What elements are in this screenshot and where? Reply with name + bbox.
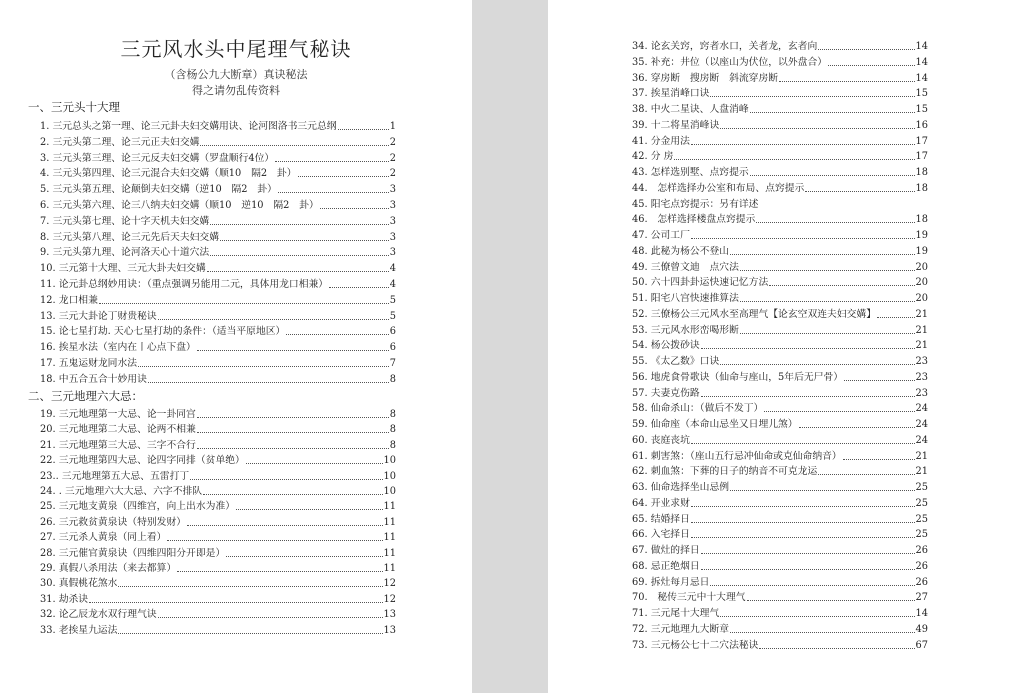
toc-entry-title: 8. 三元头第八理、论三元先后天夫妇交媾 <box>40 231 220 243</box>
toc-entry[interactable] <box>632 541 928 556</box>
toc-entry-title: 27. 三元杀人黄泉（同上看） <box>40 532 167 544</box>
toc-leader-dots <box>740 301 915 302</box>
toc-entry[interactable] <box>632 510 928 525</box>
toc-entry-title: 36. 穿房断 搜房断 斜流穿房断 <box>632 72 779 84</box>
toc-entry-title: 32. 论乙辰龙水双行理气诀 <box>40 609 157 621</box>
toc-entry[interactable] <box>40 621 396 636</box>
toc-entry[interactable] <box>40 338 396 353</box>
toc-leader-dots <box>236 509 382 510</box>
toc-leader-dots <box>278 192 389 193</box>
toc-leader-dots <box>203 494 382 495</box>
toc-entry-page: 14 <box>915 41 928 52</box>
toc-entry-page: 13 <box>383 624 396 636</box>
toc-entry-title: 50. 六十四卦卦运快速记忆方法 <box>632 277 769 289</box>
toc-entry[interactable] <box>632 305 928 320</box>
toc-leader-dots <box>200 145 388 146</box>
toc-leader-dots <box>750 175 915 176</box>
toc-entry[interactable] <box>632 636 928 651</box>
toc-leader-dots <box>338 129 389 130</box>
toc-leader-dots <box>818 474 914 475</box>
toc-entry[interactable] <box>40 322 396 337</box>
toc-entry-title: 20. 三元地理第二大忌、论两不相兼 <box>40 424 196 436</box>
toc-entry-page: 17 <box>915 135 928 147</box>
toc-leader-dots <box>89 602 382 603</box>
toc-entry-page: 67 <box>915 639 928 651</box>
toc-entry-page: 10 <box>383 455 396 467</box>
toc-entry-title: 6. 三元头第六理、论三八纳夫妇交媾（顺10 逆10 隔2 卦） <box>40 200 319 211</box>
toc-entry-title: 1. 三元总头之第一理、论三元卦夫妇交媾用诀、论河图洛书三元总纲 <box>40 121 337 132</box>
toc-entry[interactable] <box>632 242 928 257</box>
toc-entry-title: 16. 挨星水法（室内在丨心点下盘） <box>40 342 196 354</box>
toc-entry[interactable] <box>40 354 396 369</box>
toc-entry[interactable] <box>632 321 928 336</box>
toc-entry-title: 23.. 三元地理第五大忌、五雷打丁 <box>40 470 190 482</box>
toc-leader-dots <box>138 366 389 367</box>
toc-entry[interactable] <box>40 420 396 435</box>
toc-leader-dots <box>246 463 383 464</box>
toc-entry[interactable] <box>40 307 396 322</box>
toc-entry-page: 18 <box>915 214 928 226</box>
toc-entry-title: 45. 阳宅点窍提示：另有详述 <box>632 198 759 210</box>
toc-entry[interactable] <box>40 164 396 179</box>
toc-entry-page: 12 <box>383 593 396 605</box>
toc-entry-title: 19. 三元地理第一大忌、论一卦同宫 <box>40 409 196 420</box>
toc-entry-page: 26 <box>915 560 928 572</box>
toc-entry-page: 8 <box>389 424 396 436</box>
toc-entry-title: 2. 三元头第二理、论三元正夫妇交媾 <box>40 136 200 148</box>
toc-leader-dots <box>148 382 389 383</box>
toc-entry[interactable] <box>632 210 928 225</box>
toc-entry-title: 68. 忌正绝烟日 <box>632 560 700 572</box>
toc-leader-dots <box>197 417 389 418</box>
toc-entry[interactable] <box>632 620 928 635</box>
toc-leader-dots <box>197 448 389 449</box>
toc-entry-title: 72. 三元地理九大断章 <box>632 623 730 635</box>
toc-entry-title: 38. 中火二星诀、人盘消峰 <box>632 104 749 115</box>
toc-entry[interactable] <box>632 494 928 509</box>
toc-entry[interactable] <box>40 482 396 497</box>
toc-entry-page: 6 <box>389 342 396 354</box>
toc-entry-page: 15 <box>915 88 928 100</box>
toc-entry-title: 44. 怎样选择办公室和布局、点窍提示 <box>632 182 805 194</box>
document-subtitle: （含杨公九大断章）真诀秘法 <box>164 68 308 81</box>
toc-entry-title: 51. 阳宅八宫快速推算法 <box>632 293 739 304</box>
toc-entry-page: 4 <box>389 263 396 275</box>
toc-leader-dots <box>701 553 915 554</box>
toc-entry[interactable] <box>40 228 396 243</box>
toc-leader-dots <box>818 49 914 50</box>
toc-leader-dots <box>99 303 389 304</box>
toc-entry-page: 13 <box>383 609 396 621</box>
toc-entry[interactable] <box>632 573 928 588</box>
toc-entry[interactable] <box>632 399 928 414</box>
toc-entry-page: 24 <box>915 419 928 430</box>
toc-entry-page: 14 <box>915 56 928 68</box>
toc-leader-dots <box>320 208 389 209</box>
toc-entry-title: 39. 十二将星消峰诀 <box>632 119 720 131</box>
toc-leader-dots <box>691 238 915 239</box>
toc-entry-title: 35. 补充：井位（以座山为伏位，以外盘合） <box>632 56 828 68</box>
toc-entry[interactable] <box>632 588 928 603</box>
toc-leader-dots <box>167 540 382 541</box>
toc-entry[interactable] <box>40 605 396 620</box>
toc-entry-title: 57. 夫妻克伤路 <box>632 387 700 399</box>
toc-leader-dots <box>730 490 914 491</box>
toc-entry-page: 11 <box>383 547 396 559</box>
toc-entry-title: 29. 真假八杀用法（来去都算） <box>40 563 177 574</box>
toc-entry-title: 18. 中五合五合十妙用诀 <box>40 373 147 385</box>
toc-leader-dots <box>756 222 914 223</box>
page-gutter <box>472 0 548 693</box>
toc-entry[interactable] <box>40 133 396 148</box>
toc-entry[interactable] <box>40 436 396 451</box>
toc-leader-dots <box>210 255 389 256</box>
toc-entry[interactable] <box>40 513 396 528</box>
toc-entry[interactable] <box>40 259 396 274</box>
toc-entry-title: 54. 杨公拨砂诀 <box>632 340 700 352</box>
toc-leader-dots <box>701 569 915 570</box>
toc-leader-dots <box>747 600 915 601</box>
toc-entry-title: 13. 三元大卦论丁财贵秘诀 <box>40 310 157 322</box>
toc-entry-page: 23 <box>915 356 928 367</box>
toc-entry[interactable] <box>632 415 928 430</box>
toc-leader-dots <box>710 96 914 97</box>
toc-entry-page: 15 <box>915 104 928 115</box>
toc-entry-page: 20 <box>915 277 928 289</box>
toc-entry[interactable] <box>632 84 928 99</box>
toc-entry[interactable] <box>40 243 396 258</box>
toc-entry[interactable] <box>40 451 396 466</box>
toc-entry-page: 23 <box>915 387 928 399</box>
toc-entry-title: 42. 分 房 <box>632 151 674 163</box>
right-page <box>548 0 1024 693</box>
toc-leader-dots <box>769 285 914 286</box>
toc-leader-dots <box>691 506 915 507</box>
toc-entry[interactable] <box>632 100 928 115</box>
toc-entry[interactable] <box>632 147 928 162</box>
toc-leader-dots <box>720 364 914 365</box>
toc-entry-page: 4 <box>389 279 396 290</box>
toc-leader-dots <box>720 128 914 129</box>
toc-leader-dots <box>329 287 389 288</box>
toc-entry-page: 21 <box>915 324 928 336</box>
toc-entry-page: 20 <box>915 261 928 273</box>
toc-entry-title: 31. 劫杀诀 <box>40 593 89 605</box>
toc-leader-dots <box>187 525 382 526</box>
toc-entry-page: 7 <box>389 358 396 369</box>
toc-entry-title: 64. 开业求财 <box>632 497 690 509</box>
toc-entry[interactable] <box>632 557 928 572</box>
toc-leader-dots <box>701 396 915 397</box>
toc-entry-page: 20 <box>915 293 928 304</box>
toc-entry-title: 61. 刺害煞：（座山五行忌冲仙命或克仙命纳音） <box>632 450 842 462</box>
section-heading-2: 二、三元地理六大忌： <box>28 389 143 403</box>
toc-entry-page: 8 <box>389 373 396 385</box>
toc-leader-dots <box>799 427 915 428</box>
toc-entry-title: 24. . 三元地理六大大忌、六字不排队 <box>40 486 203 497</box>
toc-entry-page: 21 <box>915 340 928 352</box>
toc-entry-title: 15. 论七星打劫. 天心七星打劫的条件：（适当平原地区） <box>40 326 286 338</box>
toc-entry-title: 21. 三元地理第三大忌、三字不合行 <box>40 439 196 451</box>
toc-entry-title: 37. 挨星消峰口诀 <box>632 88 710 100</box>
toc-leader-dots <box>764 411 914 412</box>
toc-leader-dots <box>197 432 389 433</box>
toc-entry-title: 7. 三元头第七理、论十字天机夫妇交媾 <box>40 215 210 227</box>
toc-entry-title: 28. 三元催官黄泉诀（四维四阳分开即是） <box>40 547 226 559</box>
toc-entry-page: 21 <box>915 308 928 320</box>
toc-entry[interactable] <box>40 544 396 559</box>
toc-entry-title: 4. 三元头第四理、论三元混合夫妇交媾（顺10 隔2 卦） <box>40 168 297 180</box>
toc-entry[interactable] <box>632 462 928 477</box>
toc-entry-page: 23 <box>915 371 928 383</box>
toc-entry-title: 12. 龙口相兼 <box>40 294 98 306</box>
toc-entry-page: 25 <box>915 529 928 541</box>
toc-entry-title: 70. 秘传三元中十大理气 <box>632 592 746 604</box>
toc-leader-dots <box>779 81 914 82</box>
toc-entry-title: 73. 三元杨公七十二穴法秘诀 <box>632 639 759 651</box>
toc-entry-title: 63. 仙命选择坐山忌例 <box>632 482 730 493</box>
toc-entry-title: 46. 怎样选择楼盘点窍提示 <box>632 214 756 226</box>
toc-leader-dots <box>843 459 915 460</box>
toc-entry[interactable] <box>40 212 396 227</box>
toc-leader-dots <box>710 585 914 586</box>
toc-entry-title: 5. 三元头第五理、论颠倒夫妇交媾（逆10 隔2 卦） <box>40 184 277 196</box>
toc-entry-page: 25 <box>915 482 928 493</box>
toc-entry[interactable] <box>632 226 928 241</box>
toc-leader-dots <box>286 334 388 335</box>
toc-entry-title: 52. 三僚杨公三元风水至高理气【论玄空双连夫妇交媾】 <box>632 308 877 320</box>
toc-entry[interactable] <box>632 132 928 147</box>
toc-entry-title: 55. 《太乙数》口诀 <box>632 356 720 367</box>
toc-entry-page: 19 <box>915 230 928 241</box>
toc-leader-dots <box>750 112 915 113</box>
toc-leader-dots <box>691 144 915 145</box>
toc-entry-page: 18 <box>915 167 928 178</box>
toc-entry-page: 11 <box>383 516 396 528</box>
toc-entry-title: 25. 三元地支黄泉（四维宫，向上出水为准） <box>40 501 236 513</box>
toc-entry-page: 8 <box>389 409 396 420</box>
toc-entry-page: 3 <box>389 215 396 227</box>
toc-entry-title: 60. 丧庭丧坑 <box>632 434 690 446</box>
toc-entry[interactable] <box>40 528 396 543</box>
toc-entry-page: 3 <box>389 200 396 211</box>
toc-entry-page: 14 <box>915 608 928 619</box>
toc-entry-page: 26 <box>915 576 928 588</box>
toc-entry-page: 16 <box>915 119 928 131</box>
toc-entry[interactable] <box>632 273 928 288</box>
toc-leader-dots <box>210 224 389 225</box>
toc-entry-page: 10 <box>383 470 396 482</box>
toc-entry[interactable] <box>632 478 928 493</box>
toc-entry-page: 5 <box>389 294 396 306</box>
toc-entry[interactable] <box>40 574 396 589</box>
toc-entry-title: 59. 仙命座（本命山忌坐又日埋儿煞） <box>632 419 798 430</box>
toc-entry-title: 30. 真假桃花煞水 <box>40 578 118 590</box>
toc-entry-page: 21 <box>915 466 928 478</box>
toc-entry-title: 53. 三元风水形峦喝形断 <box>632 324 739 336</box>
toc-entry-title: 10. 三元第十大理、三元大卦夫妇交媾 <box>40 263 206 275</box>
toc-entry-title: 48. 此秘为杨公不登山 <box>632 245 730 257</box>
toc-leader-dots <box>275 161 389 162</box>
toc-leader-dots <box>691 443 915 444</box>
toc-entry-page: 11 <box>383 501 396 513</box>
toc-entry[interactable] <box>632 179 928 194</box>
toc-entry[interactable] <box>632 368 928 383</box>
toc-entry[interactable] <box>40 196 396 211</box>
toc-entry[interactable] <box>40 180 396 195</box>
toc-entry[interactable] <box>40 291 396 306</box>
toc-leader-dots <box>730 632 914 633</box>
toc-entry-page: 14 <box>915 72 928 84</box>
toc-entry-page: 5 <box>389 310 396 322</box>
toc-leader-dots <box>118 586 382 587</box>
toc-entry-page: 25 <box>915 513 928 525</box>
toc-entry-page: 27 <box>915 592 928 604</box>
toc-leader-dots <box>158 617 383 618</box>
toc-leader-dots <box>674 159 914 160</box>
toc-entry-title: 11. 论元卦总纲妙用诀：（重点强调另能用二元，具体用龙口相兼） <box>40 279 329 290</box>
toc-entry[interactable] <box>632 431 928 446</box>
toc-entry[interactable] <box>40 497 396 512</box>
toc-entry[interactable] <box>40 117 396 132</box>
toc-entry[interactable] <box>632 336 928 351</box>
toc-leader-dots <box>220 240 389 241</box>
toc-leader-dots <box>828 65 914 66</box>
toc-entry[interactable] <box>632 289 928 304</box>
toc-entry-title: 58. 仙命杀山：（做后不发丁） <box>632 403 764 415</box>
toc-leader-dots <box>691 522 915 523</box>
toc-entry-title: 65. 结婚择日 <box>632 513 690 525</box>
toc-entry-title: 3. 三元头第三理、论三元反夫妇交媾（罗盘顺行4位） <box>40 152 275 164</box>
toc-leader-dots <box>190 479 382 480</box>
toc-entry-page: 18 <box>915 182 928 194</box>
toc-entry-page: 2 <box>389 168 396 180</box>
toc-leader-dots <box>197 350 389 351</box>
toc-leader-dots <box>226 556 382 557</box>
left-page <box>0 0 472 693</box>
toc-entry-title: 67. 做灶的择日 <box>632 545 700 556</box>
toc-entry-page: 2 <box>389 136 396 148</box>
toc-entry-title: 49. 三僚曾文迪 点穴法 <box>632 261 739 273</box>
toc-leader-dots <box>118 633 382 634</box>
toc-entry[interactable] <box>632 163 928 178</box>
toc-entry-title: 9. 三元头第九理、论河洛天心十道穴法 <box>40 247 210 259</box>
toc-entry[interactable] <box>632 116 928 131</box>
toc-leader-dots <box>730 254 914 255</box>
toc-entry[interactable] <box>632 447 928 462</box>
toc-entry-page: 6 <box>389 326 396 338</box>
toc-entry-page: 3 <box>389 247 396 259</box>
toc-entry[interactable] <box>40 405 396 420</box>
document-title: 三元风水头中尾理气秘诀 <box>120 37 352 61</box>
toc-leader-dots <box>844 380 914 381</box>
toc-leader-dots <box>691 537 915 538</box>
toc-entry-title: 43. 怎样选别墅、点窍提示 <box>632 167 749 178</box>
document-subtitle-note: 得之请勿乱传资料 <box>192 84 280 97</box>
toc-entry-title: 66. 入宅择日 <box>632 529 690 541</box>
toc-entry-page: 25 <box>915 497 928 509</box>
toc-entry[interactable] <box>40 590 396 605</box>
toc-leader-dots <box>701 348 915 349</box>
toc-entry-page: 3 <box>389 184 396 196</box>
toc-entry-title: 17. 五鬼运财龙同水法 <box>40 358 138 369</box>
toc-entry-page: 1 <box>389 121 396 132</box>
toc-entry-page: 24 <box>915 434 928 446</box>
toc-leader-dots <box>740 333 915 334</box>
toc-entry-title: 71. 三元尾十大理气 <box>632 608 720 619</box>
section-heading-1: 一、三元头十大理 <box>28 100 120 114</box>
toc-entry[interactable] <box>40 149 396 164</box>
toc-entry-page: 19 <box>915 245 928 257</box>
toc-entry-page: 26 <box>915 545 928 556</box>
toc-leader-dots <box>207 271 389 272</box>
toc-entry-page: 8 <box>389 439 396 451</box>
toc-entry-title: 69. 拆灶每月忌日 <box>632 576 710 588</box>
toc-leader-dots <box>877 317 915 318</box>
toc-entry[interactable] <box>632 384 928 399</box>
toc-entry[interactable] <box>40 559 396 574</box>
toc-entry-title: 62. 刺血煞：下葬的日子的纳音不可克龙运 <box>632 466 818 478</box>
toc-entry-title: 56. 地虎食骨歌诀（仙命与座山，5年后无尸骨） <box>632 371 844 383</box>
toc-entry[interactable] <box>632 69 928 84</box>
toc-leader-dots <box>158 319 389 320</box>
toc-entry[interactable] <box>632 195 928 210</box>
toc-entry[interactable] <box>632 604 928 619</box>
toc-entry-title: 47. 公司工厂 <box>632 230 690 241</box>
toc-entry[interactable] <box>632 53 928 68</box>
toc-entry[interactable] <box>40 275 396 290</box>
toc-entry-page: 10 <box>383 486 396 497</box>
toc-entry-page: 11 <box>383 532 396 544</box>
toc-entry-page: 24 <box>915 403 928 415</box>
toc-entry[interactable] <box>40 467 396 482</box>
toc-entry[interactable] <box>40 370 396 385</box>
toc-leader-dots <box>720 616 914 617</box>
toc-entry-title: 26. 三元救贫黄泉诀（特别发财） <box>40 516 187 528</box>
toc-entry[interactable] <box>632 258 928 273</box>
toc-entry[interactable] <box>632 352 928 367</box>
toc-leader-dots <box>298 176 389 177</box>
toc-leader-dots <box>805 191 914 192</box>
toc-entry-page: 17 <box>915 151 928 163</box>
toc-entry-title: 22. 三元地理第四大忌、论四字同排（贫单绝） <box>40 455 245 467</box>
toc-entry-page: 11 <box>383 563 396 574</box>
toc-entry-title: 33. 老挨星九运法 <box>40 624 118 636</box>
toc-entry-page: 3 <box>389 231 396 243</box>
toc-entry-page: 21 <box>915 450 928 462</box>
toc-entry-page: 49 <box>915 623 928 635</box>
toc-entry[interactable] <box>632 37 928 52</box>
toc-leader-dots <box>759 648 914 649</box>
toc-entry-page: 2 <box>389 152 396 164</box>
toc-entry-title: 34. 论玄关窍，窍者水口，关者龙，玄者向 <box>632 41 818 52</box>
toc-leader-dots <box>177 571 382 572</box>
toc-entry-title: 41. 分金用法 <box>632 135 690 147</box>
toc-entry[interactable] <box>632 525 928 540</box>
toc-entry-page: 12 <box>383 578 396 590</box>
toc-leader-dots <box>740 270 915 271</box>
